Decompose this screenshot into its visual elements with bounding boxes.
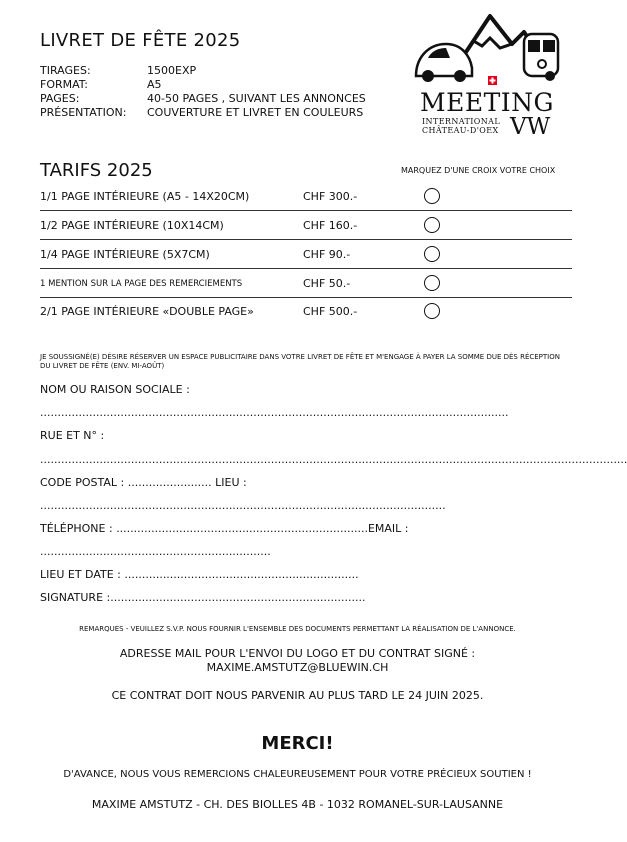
tarif-label: 1 MENTION SUR LA PAGE DES REMERCIEMENTS bbox=[40, 279, 243, 289]
tarifs-title: TARIFS 2025 bbox=[40, 160, 153, 181]
postal-city-field[interactable]: CODE POSTAL : ........................ LIEU : bbox=[40, 476, 247, 489]
thanks-text: D'AVANCE, NOUS VOUS REMERCIONS CHALEUREUSEMENT POUR VOTRE PRÉCIEUX SOUTIEN ! bbox=[63, 769, 532, 780]
info-row-format bbox=[40, 78, 366, 92]
info-key: PRÉSENTATION: bbox=[40, 106, 127, 119]
deadline-notice: CE CONTRAT DOIT NOUS PARVENIR AU PLUS TARD LE 24 JUIN 2025. bbox=[111, 689, 484, 702]
info-row-tirages bbox=[40, 64, 366, 78]
street-field[interactable]: ........................................................................................................................................................................ bbox=[40, 453, 627, 466]
place-date-field[interactable]: LIEU ET DATE : ................................................................... bbox=[40, 568, 359, 581]
choice-checkbox[interactable] bbox=[424, 246, 440, 262]
street-label: RUE ET N° : bbox=[40, 429, 105, 442]
mail-address-link[interactable]: MAXIME.AMSTUTZ@BLUEWIN.CH bbox=[206, 661, 389, 674]
postal-city-field-line[interactable]: .................................................................................................................... bbox=[40, 499, 446, 512]
info-value: 40-50 PAGES , SUIVANT LES ANNONCES bbox=[147, 92, 366, 105]
logo-place: CHÂTEAU-D'OEX bbox=[422, 126, 499, 135]
tarif-row bbox=[40, 269, 572, 298]
tarif-label: 1/2 PAGE INTÉRIEURE (10X14CM) bbox=[40, 219, 224, 232]
tarif-label: 1/4 PAGE INTÉRIEURE (5X7CM) bbox=[40, 248, 210, 261]
phone-email-field[interactable]: TÉLÉPHONE : ........................................................................EMAIL : bbox=[40, 522, 409, 535]
tarif-price: CHF 500.- bbox=[303, 305, 358, 318]
tarif-price: CHF 90.- bbox=[303, 248, 351, 261]
booklet-title: LIVRET DE FÊTE 2025 bbox=[40, 30, 241, 51]
info-value: A5 bbox=[147, 78, 162, 91]
choice-checkbox[interactable] bbox=[424, 275, 440, 291]
info-value: COUVERTURE ET LIVRET EN COULEURS bbox=[147, 106, 364, 119]
logo-subtitle bbox=[422, 117, 500, 135]
meeting-vw-logo bbox=[412, 10, 562, 140]
tarif-price: CHF 160.- bbox=[303, 219, 358, 232]
merci-heading: MERCI! bbox=[261, 733, 334, 754]
phone-email-field-line[interactable]: .................................................................. bbox=[40, 545, 271, 558]
remarks: REMARQUES - VEUILLEZ S.V.P. NOUS FOURNIR L'ENSEMBLE DES DOCUMENTS PERMETTANT LA RÉALISATION DE L'ANNONCE. bbox=[79, 625, 516, 633]
logo-international: INTERNATIONAL bbox=[422, 117, 501, 126]
choice-checkbox[interactable] bbox=[424, 188, 440, 204]
tarif-row bbox=[40, 211, 572, 240]
tarif-row bbox=[40, 297, 572, 326]
mail-instruction: ADRESSE MAIL POUR L'ENVOI DU LOGO ET DU CONTRAT SIGNÉ : bbox=[119, 647, 476, 660]
info-row-pages bbox=[40, 92, 366, 106]
mountain-van-icon bbox=[412, 10, 562, 90]
info-row-presentation bbox=[40, 106, 366, 120]
tarif-label: 1/1 PAGE INTÉRIEURE (A5 - 14X20CM) bbox=[40, 190, 250, 203]
name-field[interactable]: ...................................................................................................................................... bbox=[40, 406, 509, 419]
tarif-label: 2/1 PAGE INTÉRIEURE «DOUBLE PAGE» bbox=[40, 305, 254, 318]
tarif-price: CHF 50.- bbox=[303, 277, 351, 290]
info-key: TIRAGES: bbox=[40, 64, 91, 77]
commitment-statement: JE SOUSSIGNÉ(E) DÉSIRE RÉSERVER UN ESPACE PUBLICITAIRE DANS VOTRE LIVRET DE FÊTE ET M'ENGAGE À PAYER LA SOMME DUE DÈS RÉCEPTION DU LIVRET DE FÊTE (ENV. MI-AOÛT) bbox=[40, 353, 560, 370]
footer-address: MAXIME AMSTUTZ - CH. DES BIOLLES 4B - 1032 ROMANEL-SUR-LAUSANNE bbox=[91, 798, 504, 811]
choice-checkbox[interactable] bbox=[424, 303, 440, 319]
name-label: NOM OU RAISON SOCIALE : bbox=[40, 383, 190, 396]
info-key: PAGES: bbox=[40, 92, 80, 105]
tarif-price: CHF 300.- bbox=[303, 190, 358, 203]
logo-meeting-text: MEETING bbox=[420, 88, 554, 117]
mark-instruction: MARQUEZ D'UNE CROIX VOTRE CHOIX bbox=[401, 166, 556, 175]
tarif-row bbox=[40, 240, 572, 269]
booklet-info bbox=[40, 64, 366, 120]
signature-field[interactable]: SIGNATURE :......................................................................... bbox=[40, 591, 366, 604]
tarif-row bbox=[40, 182, 572, 211]
info-key: FORMAT: bbox=[40, 78, 89, 91]
logo-vw-text: VW bbox=[510, 114, 551, 140]
info-value: 1500EXP bbox=[147, 64, 197, 77]
choice-checkbox[interactable] bbox=[424, 217, 440, 233]
